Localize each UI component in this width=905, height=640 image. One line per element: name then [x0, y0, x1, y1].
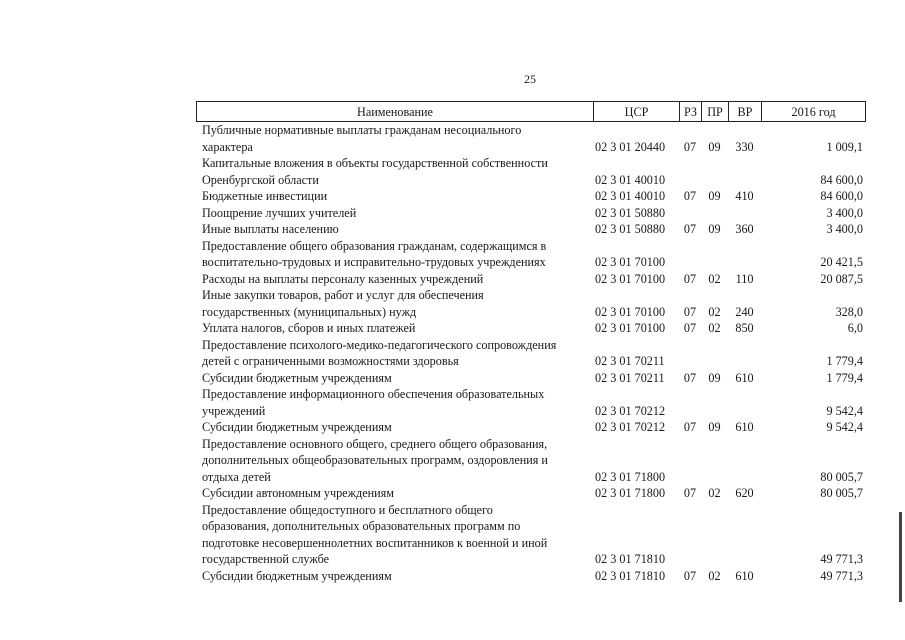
row-name-line: Иные выплаты населению	[202, 222, 339, 236]
table-row	[196, 485, 866, 502]
row-name-line: подготовке несовершеннолетних воспитанников к военной и иной	[202, 535, 548, 550]
row-csr: 02 3 01 40010	[595, 172, 666, 187]
row-rz: 07	[683, 420, 697, 434]
table-row	[196, 568, 866, 585]
row-csr: 02 3 01 71800	[595, 486, 666, 500]
row-name-line: учреждений	[202, 403, 266, 418]
row-name	[196, 436, 593, 486]
row-name	[196, 188, 593, 205]
header-vr: ВР	[729, 102, 762, 121]
row-name	[196, 502, 593, 568]
table-row	[196, 337, 866, 370]
row-rz: 07	[683, 321, 697, 335]
row-name	[196, 568, 593, 585]
row-name-line: Оренбургской области	[202, 172, 319, 187]
row-csr: 02 3 01 20440	[595, 139, 666, 154]
table-row	[196, 386, 866, 419]
row-name-line: детей с ограниченными возможностями здоровья	[202, 354, 459, 368]
row-amount: 328,0	[835, 304, 863, 319]
row-name	[196, 205, 593, 222]
row-pr: 02	[708, 486, 721, 500]
row-name-line: Бюджетные инвестиции	[202, 189, 328, 203]
header-amount: 2016 год	[791, 105, 836, 119]
row-csr: 02 3 01 70100	[595, 271, 666, 286]
row-name	[196, 320, 593, 337]
row-name-line: образования, дополнительных образовательных программ по	[202, 519, 521, 533]
row-amount: 1 009,1	[826, 139, 863, 154]
table-row	[196, 436, 866, 486]
row-rz: 07	[683, 222, 697, 236]
row-csr: 02 3 01 70211	[595, 370, 665, 385]
table-body	[196, 122, 866, 584]
header-pr: ПР	[702, 102, 729, 121]
row-name	[196, 271, 593, 288]
row-rz: 07	[683, 139, 697, 154]
row-name-line: дополнительных общеобразовательных программ, оздоровления и	[202, 453, 548, 467]
row-csr: 02 3 01 70100	[595, 255, 666, 269]
row-pr: 09	[708, 139, 721, 154]
row-name-line: Предоставление информационного обеспечения образовательных	[202, 387, 545, 401]
row-name	[196, 122, 593, 155]
row-csr: 02 3 01 50880	[595, 205, 666, 220]
scan-edge-mark	[899, 512, 902, 602]
row-pr: 09	[708, 189, 721, 203]
row-vr: 850	[735, 321, 754, 335]
table-row	[196, 271, 866, 288]
row-csr: 02 3 01 70211	[595, 354, 665, 368]
row-csr: 02 3 01 70212	[595, 403, 666, 418]
row-vr: 610	[735, 370, 754, 385]
row-csr: 02 3 01 50880	[595, 222, 666, 236]
row-vr: 610	[735, 420, 754, 434]
row-csr: 02 3 01 70100	[595, 321, 666, 335]
table-row	[196, 238, 866, 271]
row-name	[196, 337, 593, 370]
row-name-line: Субсидии бюджетным учреждениям	[202, 370, 392, 385]
row-csr: 02 3 01 71810	[595, 568, 666, 583]
row-name	[196, 221, 593, 238]
row-name	[196, 238, 593, 271]
row-name-line: Публичные нормативные выплаты гражданам несоциального	[202, 123, 522, 137]
row-name-line: Предоставление основного общего, среднего общего образования,	[202, 436, 548, 451]
row-name	[196, 485, 593, 502]
row-rz: 07	[683, 189, 697, 203]
row-rz: 07	[683, 304, 697, 319]
row-amount: 3 400,0	[826, 205, 863, 220]
row-csr: 02 3 01 70100	[595, 304, 666, 319]
row-name-line: Субсидии бюджетным учреждениям	[202, 568, 392, 583]
table-row	[196, 320, 866, 337]
row-amount: 1 779,4	[826, 354, 863, 368]
row-name-line: государственных (муниципальных) нужд	[202, 304, 417, 319]
row-name-line: государственной службе	[202, 552, 330, 566]
row-vr: 410	[735, 189, 754, 203]
row-name-line: Капитальные вложения в объекты государственной собственности	[202, 156, 548, 170]
row-name-line: Уплата налогов, сборов и иных платежей	[202, 321, 416, 335]
page-number: 25	[524, 72, 536, 86]
row-rz: 07	[683, 370, 697, 385]
header-csr: ЦСР	[594, 102, 680, 121]
row-name-line: Предоставление общедоступного и бесплатного общего	[202, 502, 493, 517]
table-row	[196, 287, 866, 320]
row-amount: 3 400,0	[826, 222, 863, 236]
row-name-line: отдыха детей	[202, 469, 271, 484]
row-amount: 49 771,3	[820, 568, 863, 583]
row-amount: 9 542,4	[826, 403, 863, 418]
row-vr: 360	[735, 222, 754, 236]
row-amount: 84 600,0	[820, 172, 863, 187]
table-row	[196, 122, 866, 155]
table-row	[196, 188, 866, 205]
row-amount: 80 005,7	[820, 486, 863, 500]
row-name	[196, 419, 593, 436]
row-pr: 02	[708, 568, 721, 583]
row-amount: 49 771,3	[820, 552, 863, 566]
row-vr: 330	[735, 139, 754, 154]
row-amount: 80 005,7	[820, 469, 863, 484]
row-pr: 09	[708, 420, 721, 434]
row-amount: 84 600,0	[820, 189, 863, 203]
row-vr: 620	[735, 486, 754, 500]
table-row	[196, 155, 866, 188]
row-amount: 20 087,5	[820, 271, 863, 286]
table-row	[196, 419, 866, 436]
row-name-line: Субсидии автономным учреждениям	[202, 486, 394, 500]
row-name-line: Предоставление психолого-медико-педагогического сопровождения	[202, 337, 557, 352]
row-vr: 240	[735, 304, 754, 319]
row-amount: 20 421,5	[820, 255, 863, 269]
row-name-line: Субсидии бюджетным учреждениям	[202, 420, 392, 434]
table-header	[196, 101, 866, 122]
row-pr: 09	[708, 370, 721, 385]
row-pr: 09	[708, 222, 721, 236]
table-row	[196, 205, 866, 222]
table-row	[196, 502, 866, 568]
table-row	[196, 221, 866, 238]
row-name-line: Предоставление общего образования гражданам, содержащимся в	[202, 238, 547, 253]
row-pr: 02	[708, 304, 721, 319]
row-csr: 02 3 01 71800	[595, 469, 666, 484]
row-name-line: характера	[202, 139, 253, 154]
row-name-line: воспитательно-трудовых и исправительно-трудовых учреждениях	[202, 255, 546, 269]
row-vr: 110	[735, 271, 754, 286]
row-name	[196, 370, 593, 387]
row-amount: 6,0	[847, 321, 863, 335]
table-row	[196, 370, 866, 387]
row-csr: 02 3 01 40010	[595, 189, 666, 203]
row-name-line: Иные закупки товаров, работ и услуг для обеспечения	[202, 288, 484, 302]
row-name	[196, 155, 593, 188]
row-csr: 02 3 01 70212	[595, 420, 666, 434]
row-name	[196, 386, 593, 419]
row-amount: 9 542,4	[826, 420, 863, 434]
row-vr: 610	[735, 568, 754, 583]
row-rz: 07	[683, 271, 697, 286]
row-rz: 07	[683, 568, 697, 583]
row-amount: 1 779,4	[826, 370, 863, 385]
row-name-line: Расходы на выплаты персоналу казенных учреждений	[202, 271, 484, 286]
row-csr: 02 3 01 71810	[595, 552, 666, 566]
header-name: Наименование	[197, 102, 594, 121]
row-rz: 07	[683, 486, 697, 500]
header-rz: РЗ	[680, 102, 702, 121]
row-pr: 02	[708, 321, 721, 335]
row-pr: 02	[708, 271, 721, 286]
budget-table	[196, 101, 866, 584]
row-name	[196, 287, 593, 320]
row-name-line: Поощрение лучших учителей	[202, 205, 357, 220]
